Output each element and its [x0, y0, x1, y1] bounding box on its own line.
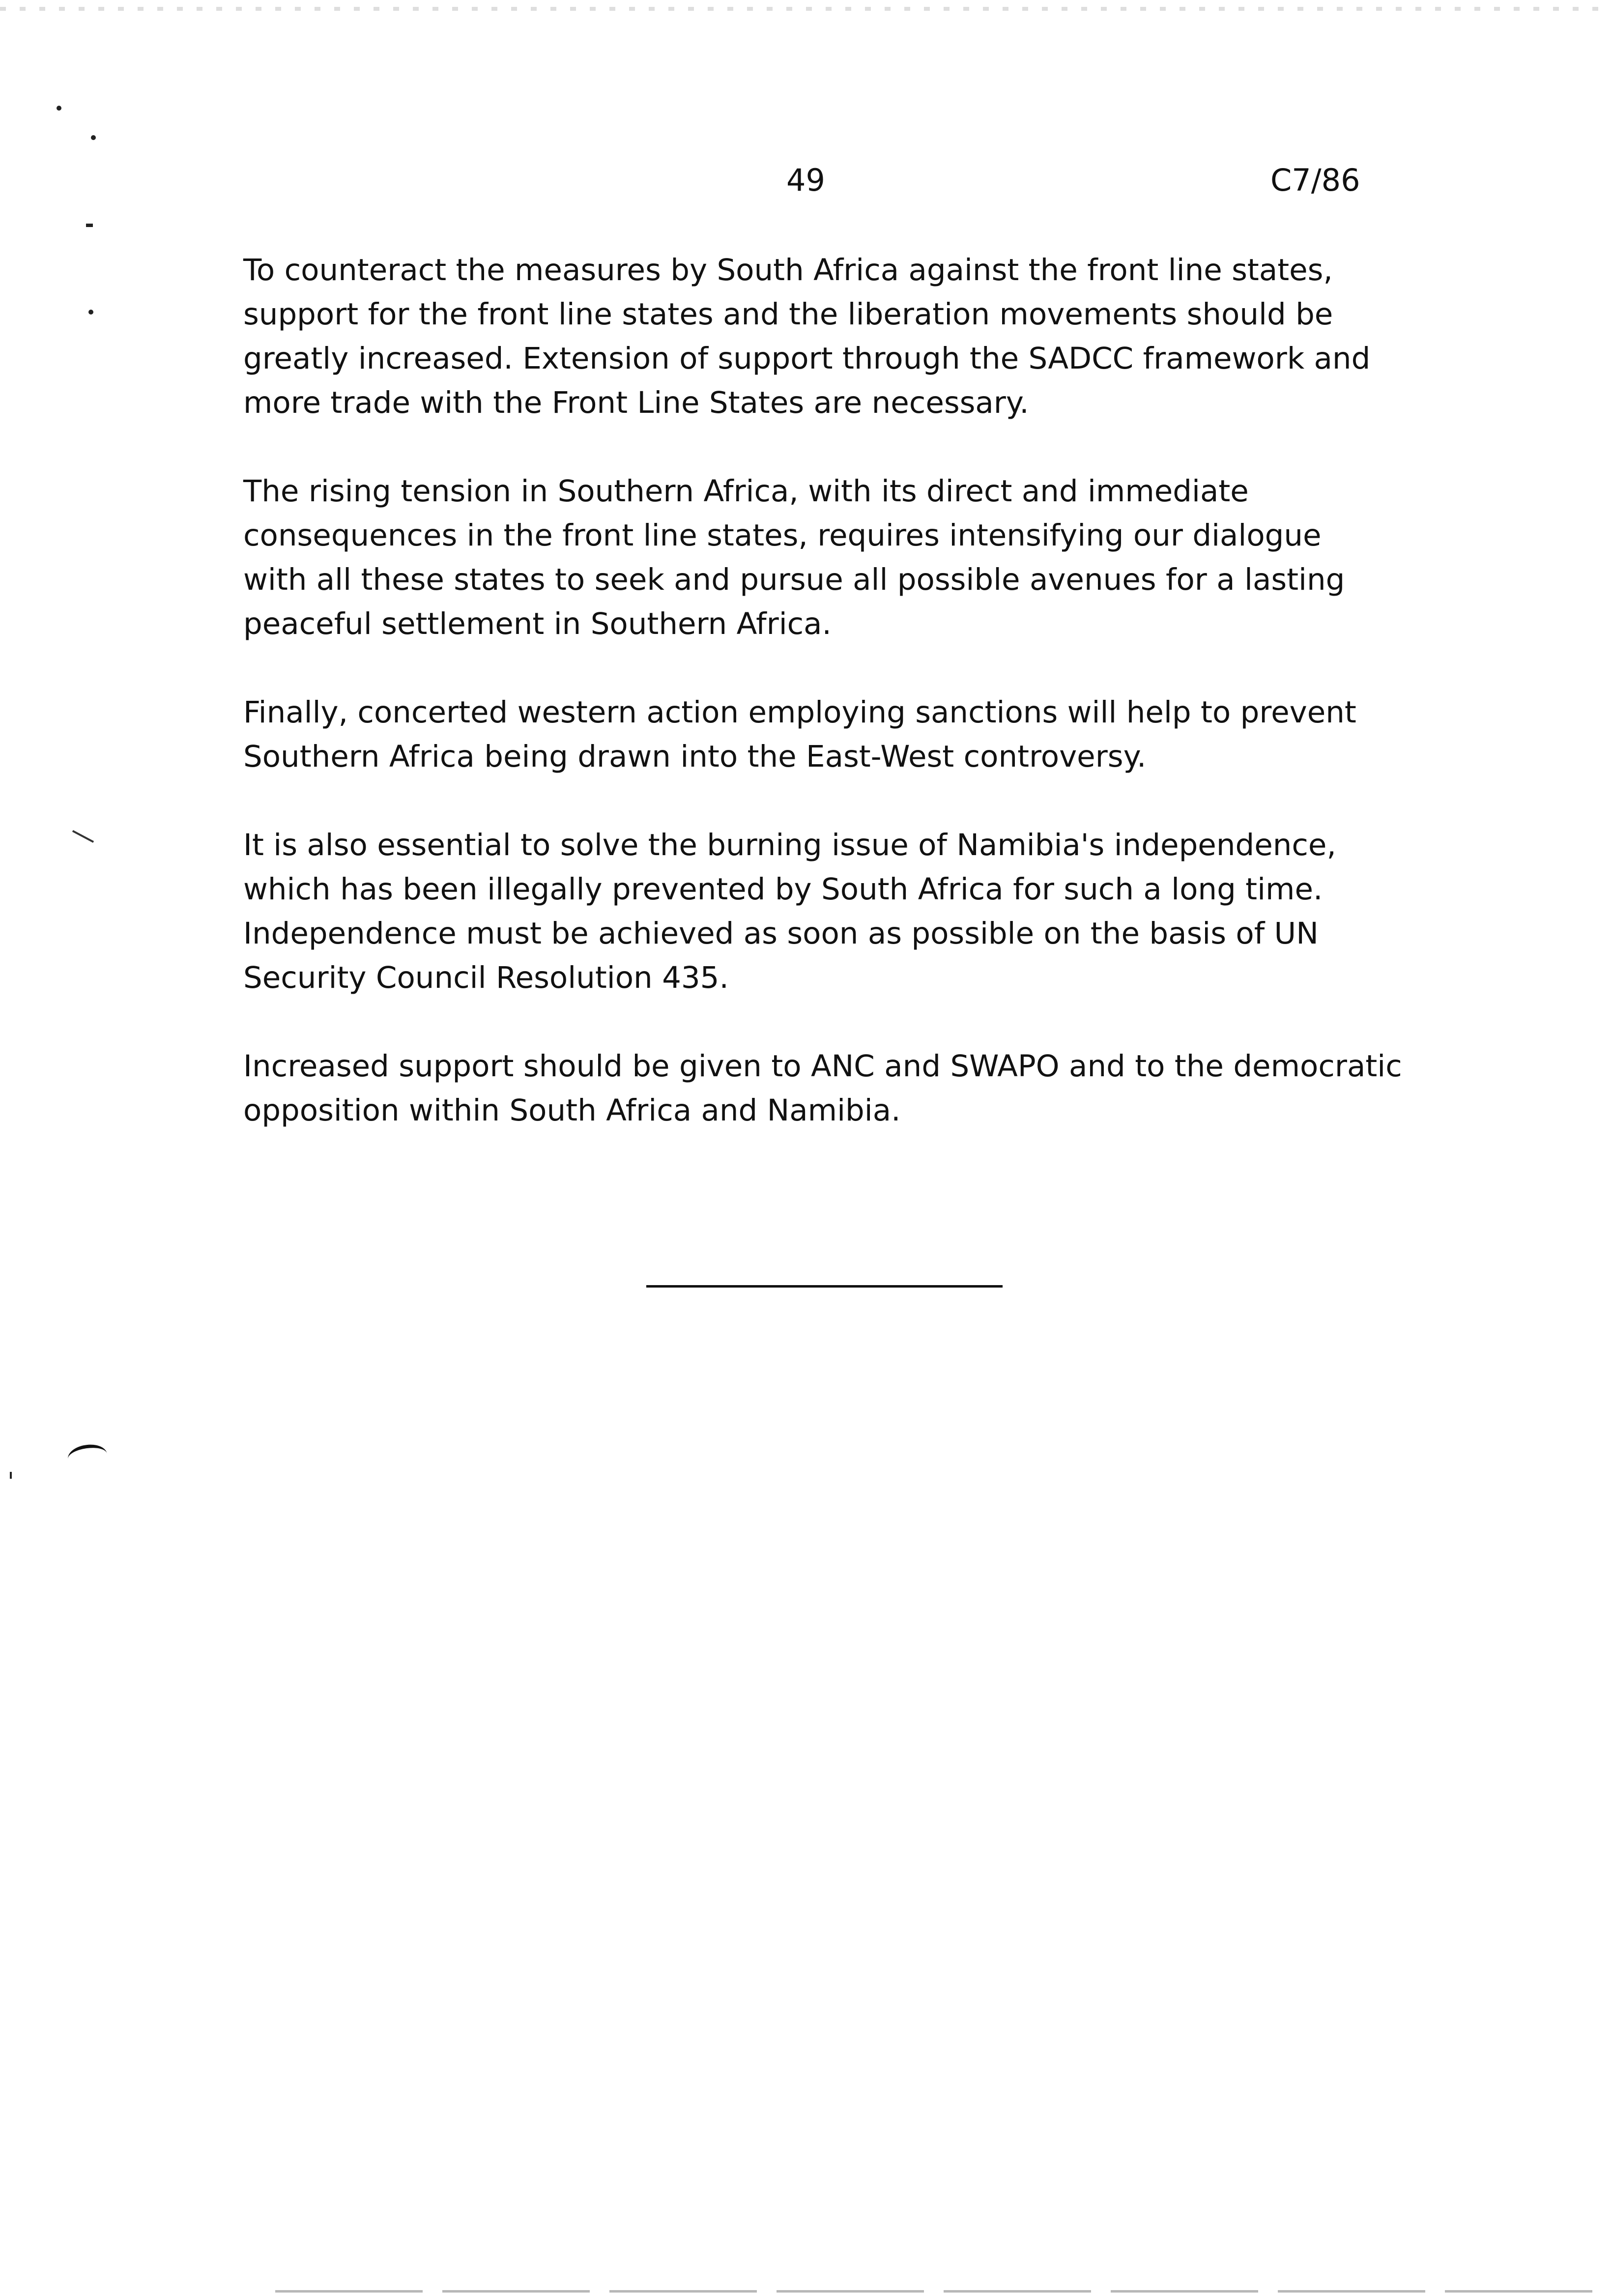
- paragraph: [243, 823, 1423, 1000]
- scan-speck: [10, 1472, 12, 1479]
- scan-speck: [88, 310, 93, 315]
- scan-artifact-bottom: [275, 2290, 1602, 2293]
- end-rule: [646, 1285, 1003, 1288]
- text-line: Finally, concerted western action employing sanctions will help to prevent: [243, 695, 1356, 730]
- text-line: which has been illegally prevented by South Africa for such a long time.: [243, 872, 1323, 907]
- body-text: [243, 248, 1423, 1177]
- scan-speck: [91, 135, 96, 140]
- paragraph: [243, 1044, 1423, 1133]
- text-line: opposition within South Africa and Namibia.: [243, 1093, 901, 1128]
- text-line: peaceful settlement in Southern Africa.: [243, 606, 832, 641]
- page-number: 49: [786, 162, 825, 198]
- text-line: The rising tension in Southern Africa, with its direct and immediate: [243, 474, 1249, 509]
- text-line: Independence must be achieved as soon as possible on the basis of UN: [243, 916, 1319, 951]
- text-line: To counteract the measures by South Africa against the front line states,: [243, 253, 1333, 287]
- page-header: [0, 162, 1612, 206]
- text-line: greatly increased. Extension of support through the SADCC framework and: [243, 341, 1371, 376]
- text-line: Increased support should be given to ANC and SWAPO and to the democratic: [243, 1049, 1402, 1084]
- document-reference: C7/86: [1270, 162, 1360, 198]
- scan-artifact-top: [0, 7, 1612, 11]
- text-line: more trade with the Front Line States are necessary.: [243, 385, 1029, 420]
- paragraph: [243, 248, 1423, 425]
- text-line: support for the front line states and the liberation movements should be: [243, 297, 1333, 332]
- text-line: Southern Africa being drawn into the East-West controversy.: [243, 739, 1147, 774]
- paragraph: [243, 690, 1423, 779]
- scan-mark: [66, 1442, 109, 1471]
- text-line: consequences in the front line states, requires intensifying our dialogue: [243, 518, 1322, 553]
- text-line: with all these states to seek and pursue all possible avenues for a lasting: [243, 562, 1345, 597]
- scan-speck: [57, 106, 61, 111]
- scan-mark: [72, 830, 94, 843]
- paragraph: [243, 469, 1423, 646]
- text-line: Security Council Resolution 435.: [243, 960, 729, 995]
- scan-speck: [86, 224, 93, 227]
- text-line: It is also essential to solve the burning issue of Namibia's independence,: [243, 828, 1336, 862]
